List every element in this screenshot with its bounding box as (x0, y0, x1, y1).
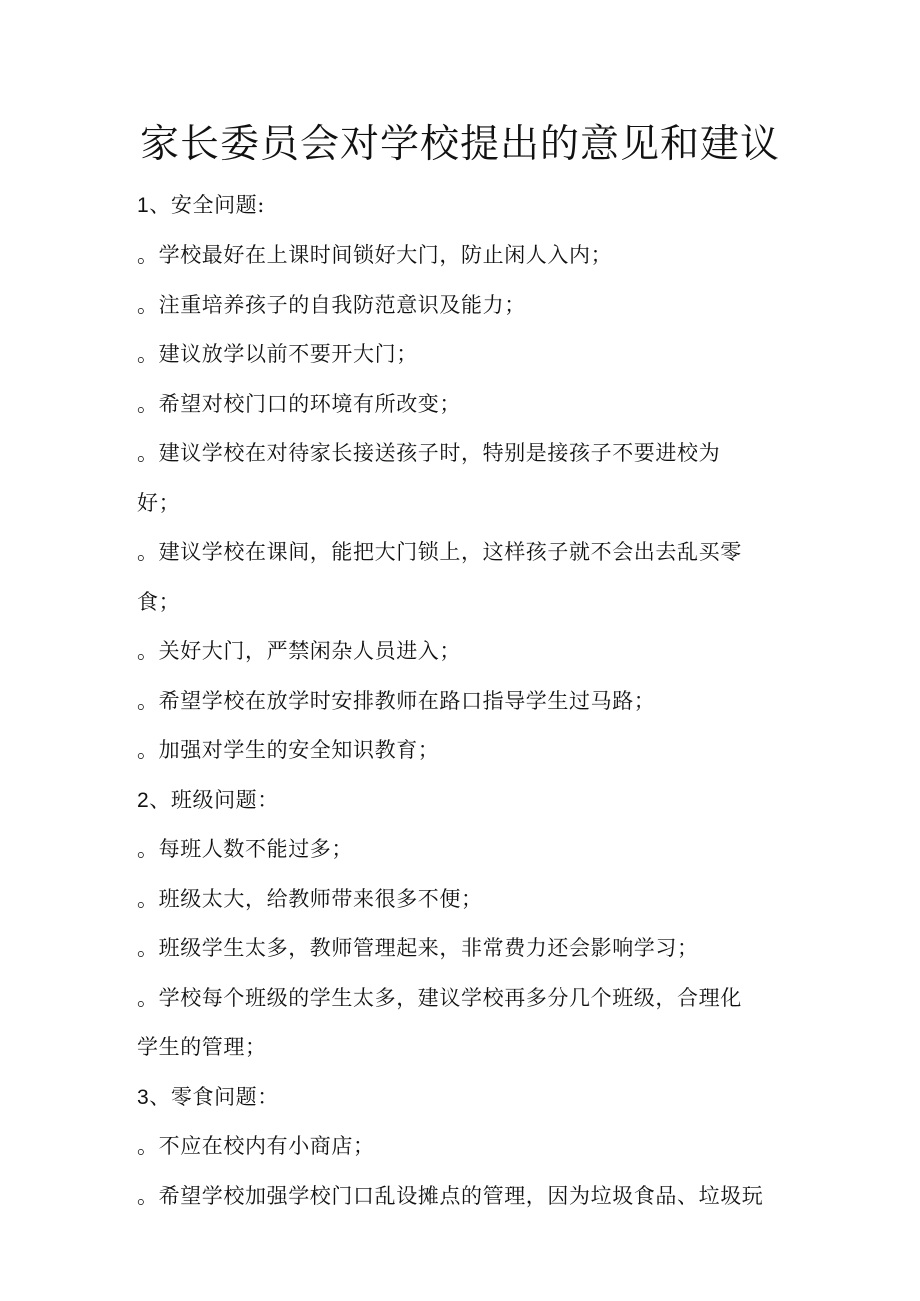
document-title: 家长委员会对学校提出的意见和建议 (139, 122, 780, 167)
list-item: 。建议学校在对待家长接送孩子时，特别是接孩子不要进校为 (137, 441, 721, 465)
list-item: 。每班人数不能过多； (137, 837, 353, 861)
section-heading-class (137, 785, 777, 816)
list-item: 。学校每个班级的学生太多，建议学校再多分几个班级，合理化 (137, 986, 742, 1010)
section-heading-text: 、安全问题: (149, 193, 265, 217)
list-item: 。不应在校内有小商店； (137, 1134, 375, 1158)
list-item: 。加强对学生的安全知识教育； (137, 738, 440, 762)
list-item: 。班级学生太多，教师管理起来，非常费力还会影响学习； (137, 936, 699, 960)
section-heading-safety (137, 190, 777, 221)
section-heading-text: 、班级问题： (149, 788, 279, 812)
list-item: 。关好大门，严禁闲杂人员进入； (137, 639, 461, 663)
list-item: 。建议学校在课间，能把大门锁上，这样孩子就不会出去乱买零 (137, 540, 742, 564)
section-number: 3 (137, 1086, 150, 1109)
list-item-continuation: 学生的管理； (137, 1035, 267, 1059)
list-item-continuation: 食； (137, 590, 181, 614)
section-number: 2 (137, 789, 150, 812)
section-heading-snacks (137, 1082, 777, 1113)
list-item: 。建议放学以前不要开大门； (137, 342, 418, 366)
list-item: 。希望对校门口的环境有所改变； (137, 392, 461, 416)
list-item: 。希望学校在放学时安排教师在路口指导学生过马路； (137, 689, 656, 713)
section-number: 1 (137, 194, 150, 217)
list-item-continuation: 好； (137, 491, 181, 515)
section-heading-text: 、零食问题： (149, 1085, 279, 1109)
list-item: 。注重培养孩子的自我防范意识及能力； (137, 293, 526, 317)
list-item: 。学校最好在上课时间锁好大门，防止闲人入内； (137, 243, 613, 267)
list-item: 。班级太大，给教师带来很多不便； (137, 887, 483, 911)
list-item: 。希望学校加强学校门口乱设摊点的管理，因为垃圾食品、垃圾玩 (137, 1184, 764, 1208)
